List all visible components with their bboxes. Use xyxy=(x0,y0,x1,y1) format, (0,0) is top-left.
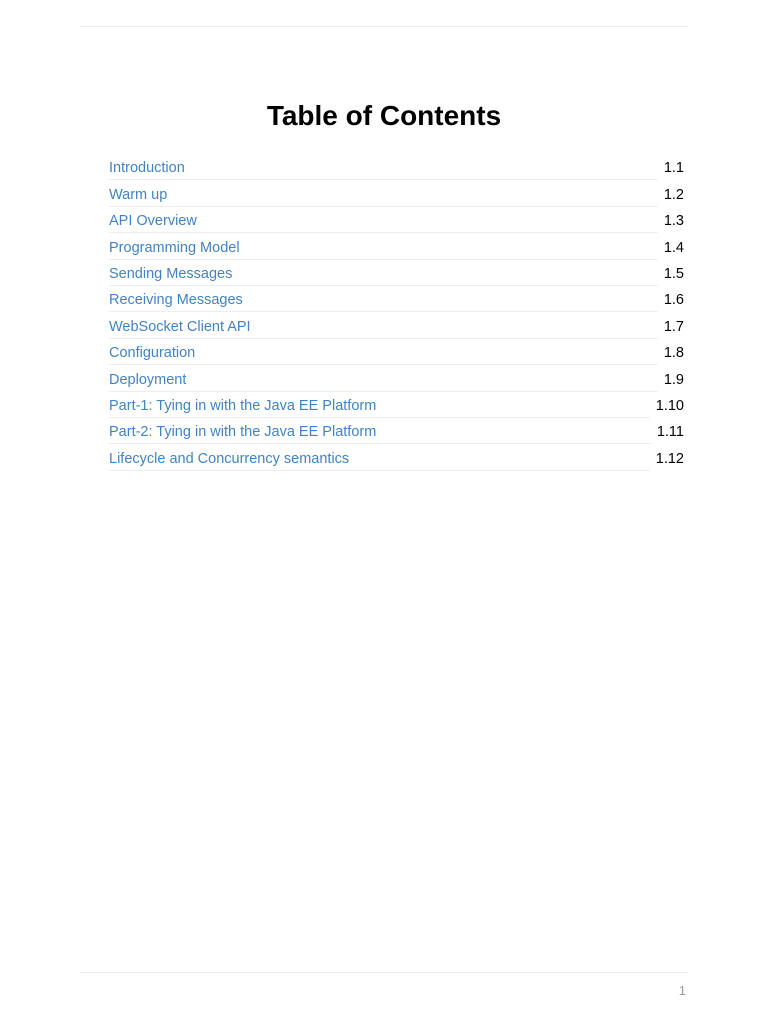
toc-entry-link[interactable]: Configuration xyxy=(109,343,658,365)
toc-entry-link[interactable]: Sending Messages xyxy=(109,264,658,286)
toc-entry xyxy=(109,418,684,444)
toc-entry-number: 1.4 xyxy=(663,239,684,256)
toc-entry-number: 1.12 xyxy=(655,450,684,467)
toc-entry-number: 1.11 xyxy=(656,424,684,441)
toc-entry-number: 1.10 xyxy=(655,397,684,414)
toc-entry xyxy=(109,365,684,391)
toc-entry xyxy=(109,392,684,418)
toc-entry-number: 1.1 xyxy=(663,160,684,177)
toc-entry-link[interactable]: Part-1: Tying in with the Java EE Platform xyxy=(109,396,650,418)
toc-entry xyxy=(109,339,684,365)
toc-entry-number: 1.7 xyxy=(663,318,684,335)
toc-entry xyxy=(109,286,684,312)
header-rule xyxy=(80,26,688,27)
toc-entry-number: 1.2 xyxy=(663,186,684,203)
toc-entry-link[interactable]: Deployment xyxy=(109,370,658,392)
toc-entry xyxy=(109,180,684,206)
toc-entry-number: 1.3 xyxy=(663,213,684,230)
toc-entry-link[interactable]: Warm up xyxy=(109,185,658,207)
toc-entry xyxy=(109,233,684,259)
toc-entry-link[interactable]: Introduction xyxy=(109,158,658,180)
page-number: 1 xyxy=(678,983,686,998)
toc-entry-number: 1.8 xyxy=(663,345,684,362)
toc-entry-link[interactable]: Receiving Messages xyxy=(109,290,658,312)
toc-entry-number: 1.6 xyxy=(663,292,684,309)
toc-entry-link[interactable]: WebSocket Client API xyxy=(109,317,658,339)
page-title: Table of Contents xyxy=(266,100,502,131)
toc-entry xyxy=(109,154,684,180)
toc-entry xyxy=(109,444,684,470)
toc-entry xyxy=(109,207,684,233)
toc-entry-link[interactable]: Programming Model xyxy=(109,238,658,260)
toc-entry-number: 1.9 xyxy=(663,371,684,388)
toc-entry-number: 1.5 xyxy=(663,265,684,282)
toc-entry-link[interactable]: API Overview xyxy=(109,211,658,233)
toc-entry-link[interactable]: Part-2: Tying in with the Java EE Platform xyxy=(109,422,651,444)
footer-rule xyxy=(80,972,688,973)
toc-entry xyxy=(109,312,684,338)
toc-entry xyxy=(109,260,684,286)
toc-entry-link[interactable]: Lifecycle and Concurrency semantics xyxy=(109,449,650,471)
table-of-contents xyxy=(109,154,684,471)
